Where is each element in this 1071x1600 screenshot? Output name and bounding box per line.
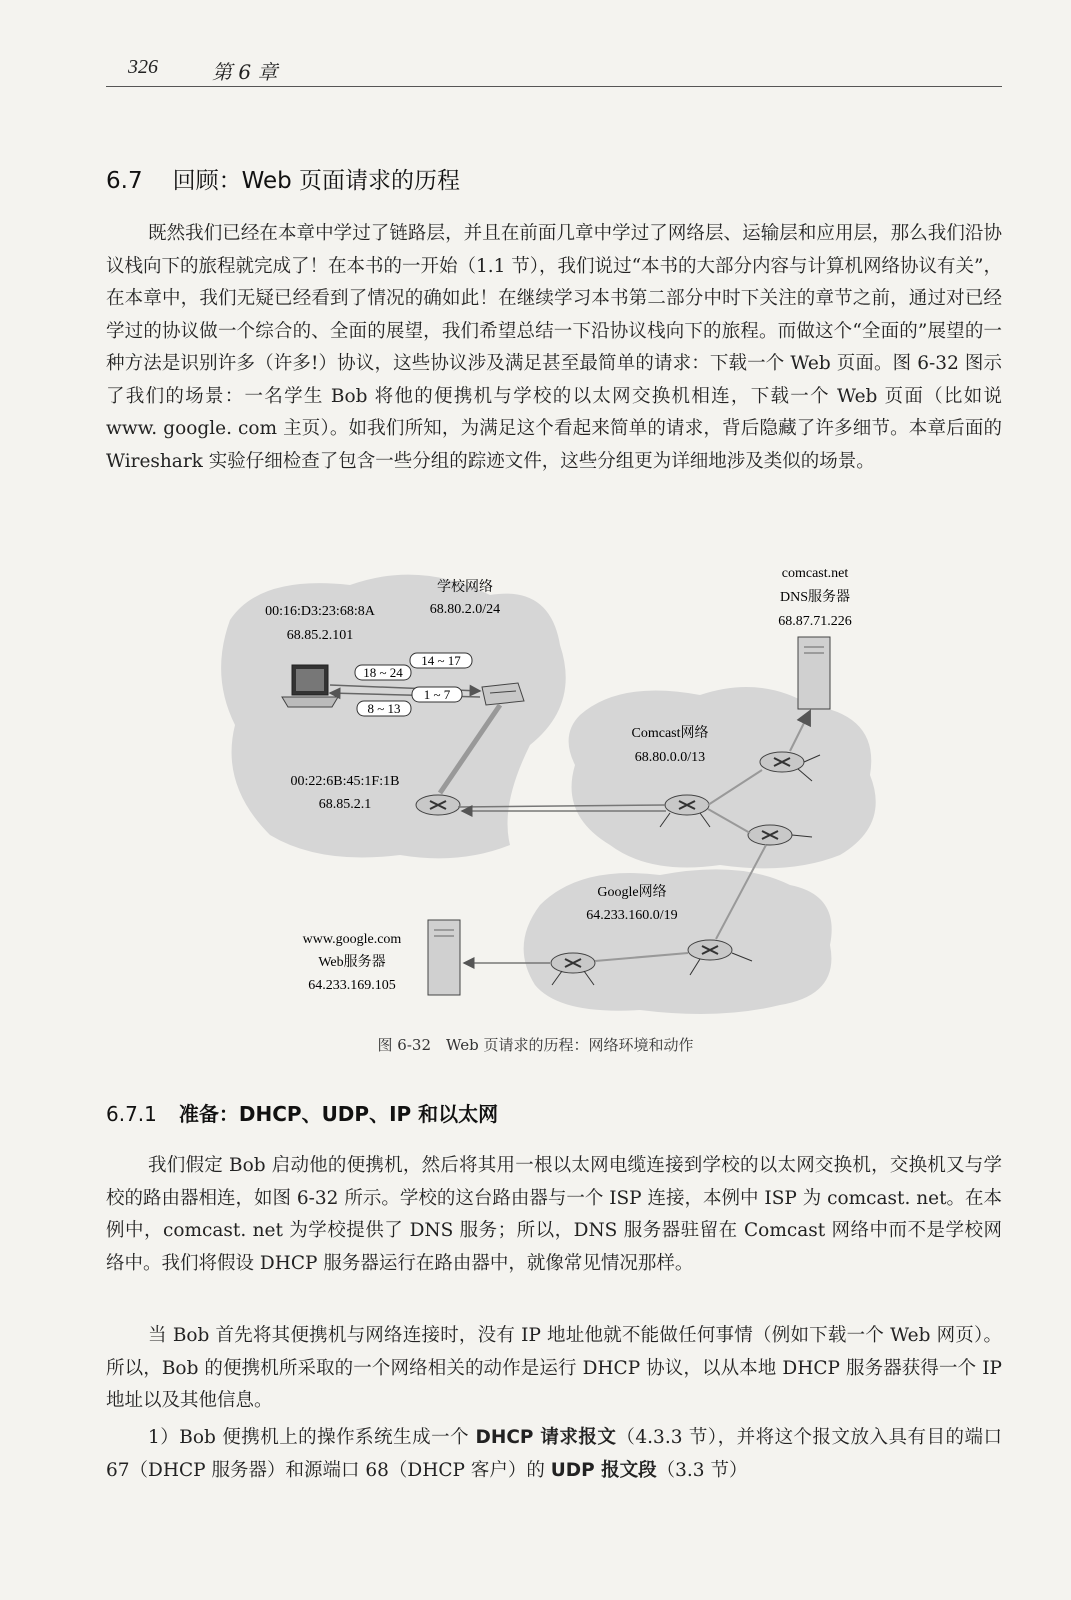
section-number: 6.7 [106,168,143,194]
web-server-label: Web服务器 [318,955,386,970]
google-network-name: Google网络 [597,885,667,900]
paragraph-intro: 既然我们已经在本章中学过了链路层，并且在前面几章中学过了网络层、运输层和应用层，那么我们沿协议栈向下的旅程就完成了！在本书的一开始（1.1 节），我们说过“本书的大部分内容与计算机网络协议有关”，在本章中，我们无疑已经看到了情况的确如此！在继续学习本书第二部分中时下关注的章节之前，通过对已经学过的协议做一个综合的、全面的展望，我们希望总结一下沿协议栈向下的旅程。而做这个“全面的”展望的一种方法是识别许多（许多!）协议，这些协议涉及满足甚至最简单的请求：下载一个 Web 页面。图 6-32 图示了我们的场景：一名学生 Bob 将他的便携机与学校的以太网交换机相连，下载一个 Web 页面（比如说 www. google. com 主页）。如我们所知，为满足这个看起来简单的请求，背后隐藏了许多细节。本章后面的 Wireshark 实验仔细检查了包含一些分组的踪迹文件，这些分组更为详细地涉及类似的场景。 [106,223,1002,472]
dns-domain: comcast.net [781,566,849,581]
step-label-18-24 [355,665,411,680]
web-server-ip: 64.233.169.105 [308,978,396,993]
school-network-prefix: 68.80.2.0/24 [429,602,501,617]
paragraph-dhcp: 当 Bob 首先将其便携机与网络连接时，没有 IP 地址他就不能做任何事情（例如下载一个 Web 网页）。所以，Bob 的便携机所采取的一个网络相关的动作是运行 DHCP 协议，以从本地 DHCP 服务器获得一个 IP 地址以及其他信息。 [106,1325,1002,1411]
subsection-heading [106,1098,498,1127]
page-number: 326 [128,56,158,78]
figure-caption: 图 6-32 Web 页请求的历程：网络环境和动作 [377,1036,694,1054]
comcast-network-prefix: 68.80.0.0/13 [634,750,706,765]
network-figure [200,565,880,1045]
router-mac: 00:22:6B:45:1F:1B [290,774,400,789]
comcast-network-cloud [569,687,876,868]
dns-label: DNS服务器 [779,590,851,605]
step1-text-b: （4.3.3 节），并将这个报文放入具有目的端口 67（DHCP 服务器）和源端口 68（DHCP 客户）的 [106,1427,1002,1481]
paragraph-step1 [106,1422,1002,1487]
google-network-cloud [524,869,832,1014]
page-header [106,52,1002,87]
step1-bold-b: UDP 报文段 [550,1459,657,1481]
dns-ip: 68.87.71.226 [778,614,852,629]
subsection-number: 6.7.1 [106,1102,157,1126]
dns-server-icon [798,637,830,709]
step-label-8-13 [357,701,411,716]
laptop-ip: 68.85.2.101 [286,628,354,643]
step1-text-c: （3.3 节） [656,1459,748,1481]
school-network-name: 学校网络 [437,580,493,595]
section-title: 回顾：Web 页面请求的历程 [172,168,461,194]
step1-text-a: 1）Bob 便携机上的操作系统生成一个 [148,1427,476,1448]
router-ip: 68.85.2.1 [318,797,372,812]
comcast-network-name: Comcast网络 [631,726,709,741]
web-server-icon [428,920,460,995]
web-server-domain: www.google.com [302,932,402,947]
step-text: 1 ~ 7 [423,687,451,702]
step-label-1-7 [412,687,462,702]
step-text: 8 ~ 13 [367,701,401,716]
chapter-label: 第 6 章 [212,60,278,84]
section-heading [106,162,460,195]
step-text: 18 ~ 24 [363,665,403,680]
google-network-prefix: 64.233.160.0/19 [586,908,678,923]
paragraph-setup: 我们假定 Bob 启动他的便携机，然后将其用一根以太网电缆连接到学校的以太网交换机，交换机又与学校的路由器相连，如图 6-32 所示。学校的这台路由器与一个 ISP 连接，本例中 ISP 为 comcast. net。在本例中，comcast. net 为学校提供了 DNS 服务；所以，DNS 服务器驻留在 Comcast 网络中而不是学校网络中。我们将假设 DHCP 服务器运行在路由器中，就像常见情况那样。 [106,1155,1003,1274]
switch-icon [482,683,524,705]
laptop-mac: 00:16:D3:23:68:8A [265,604,375,619]
subsection-title: 准备：DHCP、UDP、IP 和以太网 [178,1102,499,1126]
step-label-14-17 [410,653,472,668]
step-text: 14 ~ 17 [421,653,461,668]
step1-bold-a: DHCP 请求报文 [475,1427,617,1448]
school-router-icon [416,795,460,815]
